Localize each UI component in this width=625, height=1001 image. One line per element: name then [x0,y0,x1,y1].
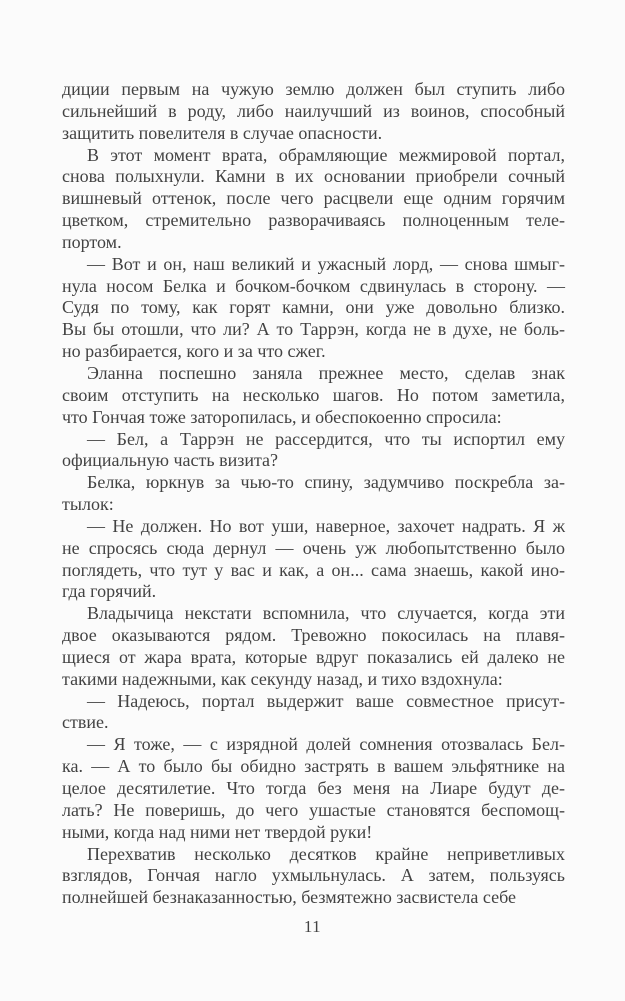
paragraph [62,363,565,429]
page-number: 11 [303,917,322,936]
text-line: своим отступить на несколько шагов. Но потом заметила, [62,384,565,405]
text-line: сильнейший в роду, либо наилучший из воинов, способный [62,100,565,121]
text-line: ка. — А то было бы обидно застрять в вашем эльфятнике на [62,756,565,777]
text-line: но разбирается, кого и за что сжег. [62,341,326,362]
text-line: — Надеюсь, портал выдержит ваше совместное присут- [87,690,565,711]
text-line: полнейшей безнаказанностью, безмятежно засвистела себе [62,887,516,908]
text-line: цветком, стремительно разворачиваясь полноценным теле- [62,210,565,231]
text-line: диции первым на чужую землю должен был ступить либо [62,79,565,99]
text-line: Белка, юркнув за чью-то спину, задумчиво поскребла за- [87,472,565,493]
text-line: — Не должен. Но вот уши, наверное, захочет надрать. Я ж [87,515,565,536]
text-line: официальную часть визита? [62,450,279,471]
paragraph [62,145,565,254]
text-line: — Я тоже, — с изрядной долей сомнения отозвалась Бел- [87,734,565,755]
paragraph [62,254,565,363]
paragraph [62,734,565,843]
text-line: Вы бы отошли, что ли? А то Таррэн, когда не в духе, не боль- [62,319,565,340]
text-line: тылок: [62,494,114,515]
text-line: снова полыхнули. Камни в их основании приобрели сочный [62,166,565,187]
text-line: поглядеть, что тут у вас и как, а он... сама знаешь, какой ино- [62,559,565,580]
text-line: ными, когда над ними нет твердой руки! [62,821,373,842]
text-line: не спросясь сюда дернул — очень уж любопытственно было [62,537,565,558]
paragraph [62,79,565,145]
text-line: Перехватив несколько десятков крайне неприветливых [87,843,565,864]
text-line: Эланна поспешно заняла прежнее место, сделав знак [87,362,565,383]
text-line: — Бел, а Таррэн не рассердится, что ты испортил ему [87,428,565,449]
text-line: портом. [62,231,122,252]
text-line: нула носом Белка и бочком-бочком сдвинулась в сторону. — [62,275,565,296]
paragraph [62,429,565,473]
text-line: гда горячий. [62,581,157,602]
text-line: щиеся от жара врата, которые вдруг показались ей далеко не [62,646,565,667]
text-line: взглядов, Гончая нагло ухмыльнулась. А затем, пользуясь [62,865,565,886]
text-line: вишневый оттенок, после чего расцвели еще одним горячим [62,188,565,209]
text-line: целое десятилетие. Что тогда без меня на Лиаре будут де- [62,778,565,798]
paragraph [62,691,565,735]
text-line: что Гончая тоже заторопилась, и обеспокоенно спросила: [62,406,502,427]
text-line: Владычица некстати вспомнила, что случается, когда эти [87,603,565,624]
text-line: Судя по тому, как горят камни, они уже довольно близко. [62,297,565,318]
page-text [62,79,565,909]
text-line: — Вот и он, наш великий и ужасный лорд, — снова шмыг- [87,253,565,274]
text-line: двое оказываются рядом. Тревожно покосилась на плавя- [62,625,565,646]
paragraph [62,516,565,603]
text-line: лать? Не поверишь, до чего ушастые становятся беспомощ- [62,799,565,820]
paragraph [62,603,565,690]
paragraph [62,844,565,910]
text-line: ствие. [62,712,109,733]
paragraph [62,472,565,516]
text-line: такими надежными, как секунду назад, и тихо вздохнула: [62,668,503,689]
text-line: защитить повелителя в случае опасности. [62,122,383,143]
text-line: В этот момент врата, обрамляющие межмировой портал, [87,144,565,165]
